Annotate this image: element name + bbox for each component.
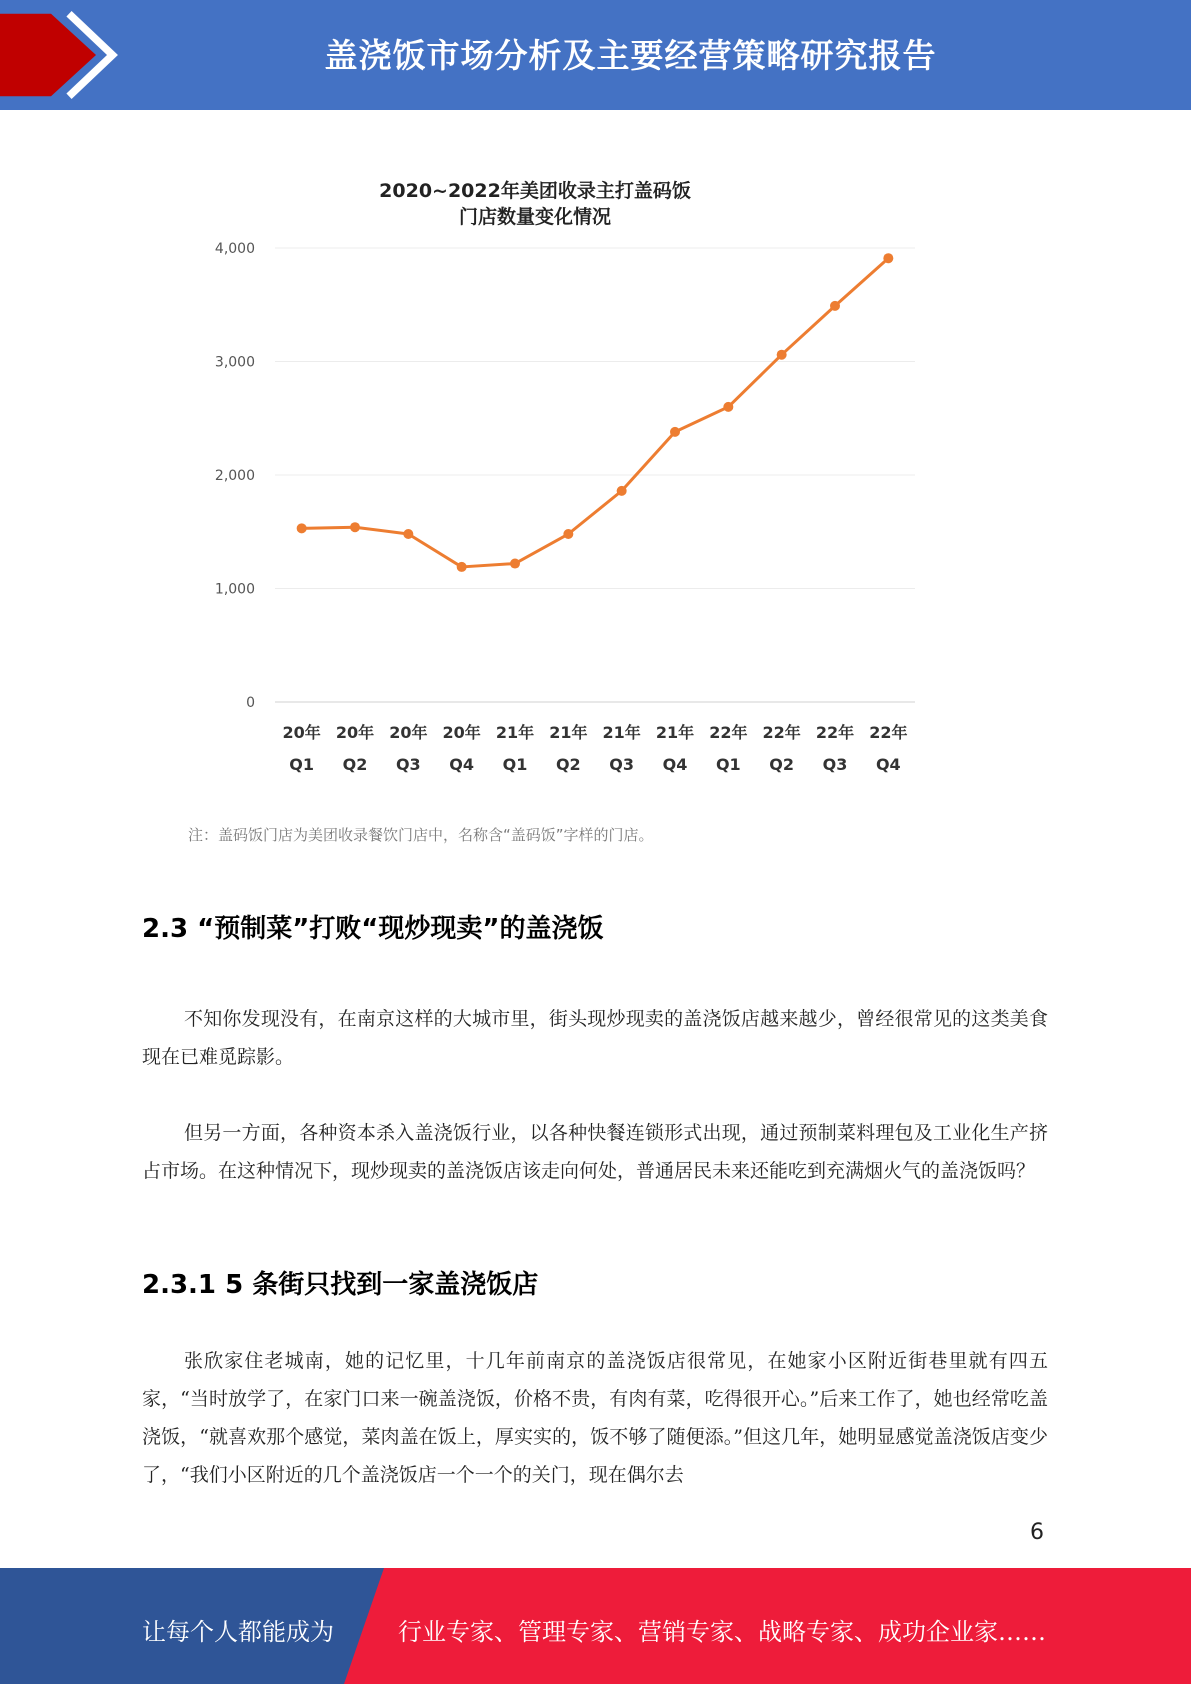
chart-note: 注：盖码饭门店为美团收录餐饮门店中，名称含“盖码饭”字样的门店。 [188, 826, 654, 844]
x-tick-label-year: 20年 [389, 723, 428, 742]
data-point [350, 522, 360, 532]
chart-title-line1: 2020~2022年美团收录主打盖码饭 [379, 180, 691, 202]
data-point [723, 402, 733, 412]
y-tick-label: 4,000 [214, 241, 255, 257]
data-point [830, 301, 840, 311]
x-tick-label-quarter: Q2 [769, 755, 795, 774]
x-tick-label-quarter: Q1 [715, 755, 741, 774]
data-point [457, 562, 467, 572]
section-2-3-paragraph-1: 不知你发现没有，在南京这样的大城市里，街头现炒现卖的盖浇饭店越来越少，曾经很常见的这类美食现在已难觅踪影。 [142, 1008, 1048, 1068]
x-tick-label-year: 22年 [762, 723, 801, 742]
x-tick-label-quarter: Q4 [875, 755, 901, 774]
y-tick-label: 3,000 [214, 354, 255, 371]
x-tick-label-year: 21年 [655, 723, 695, 742]
y-tick-label: 0 [246, 695, 255, 711]
section-heading-2-3-1: 2.3.1 5 条街只找到一家盖浇饭店 [142, 1270, 539, 1300]
data-point [563, 529, 573, 539]
x-tick-label-year: 21年 [549, 723, 588, 742]
x-tick-label-quarter: Q2 [555, 755, 581, 774]
header-title: 盖浇饭市场分析及主要经营策略研究报告 [324, 36, 937, 75]
section-2-3-paragraph-2: 但另一方面，各种资本杀入盖浇饭行业，以各种快餐连锁形式出现，通过预制菜料理包及工业化生产挤占市场。在这种情况下，现炒现卖的盖浇饭店该走向何处，普通居民未来还能吃到充满烟火气的盖浇饭吗？ [142, 1122, 1048, 1182]
x-tick-label-quarter: Q3 [395, 755, 421, 774]
x-tick-label-quarter: Q3 [822, 755, 848, 774]
data-point [297, 523, 307, 533]
y-tick-label: 1,000 [214, 581, 255, 598]
chart-title [180, 178, 890, 230]
page-footer [0, 1568, 1191, 1684]
x-tick-label-quarter: Q1 [502, 755, 528, 774]
data-point [777, 350, 787, 360]
x-tick-label-quarter: Q1 [289, 755, 315, 774]
data-point [510, 559, 520, 569]
x-tick-label-quarter: Q4 [449, 755, 475, 774]
line-chart-svg [180, 241, 940, 788]
section-heading-2-3: 2.3 “预制菜”打败“现炒现卖”的盖浇饭 [142, 914, 604, 944]
data-point [403, 529, 413, 539]
page-header [0, 0, 1191, 110]
y-tick-label: 2,000 [214, 468, 255, 484]
x-tick-label-year: 20年 [335, 723, 375, 742]
section-2-3-1-paragraph-1: 张欣家住老城南，她的记忆里，十几年前南京的盖浇饭店很常见，在她家小区附近街巷里就有四五家，“当时放学了，在家门口来一碗盖浇饭，价格不贵，有肉有菜，吃得很开心。”后来工作了，她也经常吃盖浇饭，“就喜欢那个感觉，菜肉盖在饭上，厚实实的，饭不够了随便添。”但这几年，她明显感觉盖浇饭店变少了，“我们小区附近的几个盖浇饭店一个一个的关门，现在偶尔去 [142, 1350, 1048, 1486]
x-tick-label-year: 21年 [495, 723, 535, 742]
x-tick-label-year: 22年 [709, 723, 748, 742]
footer-slogan-right: 行业专家、管理专家、营销专家、战略专家、成功企业家…… [398, 1618, 1046, 1646]
x-tick-label-quarter: Q3 [609, 755, 635, 774]
x-tick-label-year: 20年 [442, 723, 481, 742]
data-point [883, 253, 893, 263]
chart-title-line2: 门店数量变化情况 [458, 206, 611, 228]
store-count-chart [180, 178, 940, 858]
x-tick-label-year: 20年 [282, 723, 321, 742]
footer-slogan-left: 让每个人都能成为 [142, 1618, 334, 1646]
x-tick-label-year: 21年 [602, 723, 641, 742]
data-point [670, 427, 680, 437]
x-tick-label-year: 22年 [869, 723, 908, 742]
x-tick-label-quarter: Q2 [342, 755, 368, 774]
data-point [617, 486, 627, 496]
x-tick-label-year: 22年 [815, 723, 855, 742]
x-tick-label-quarter: Q4 [662, 755, 688, 774]
page-number: 6 [1030, 1520, 1044, 1545]
series-line [302, 258, 889, 567]
